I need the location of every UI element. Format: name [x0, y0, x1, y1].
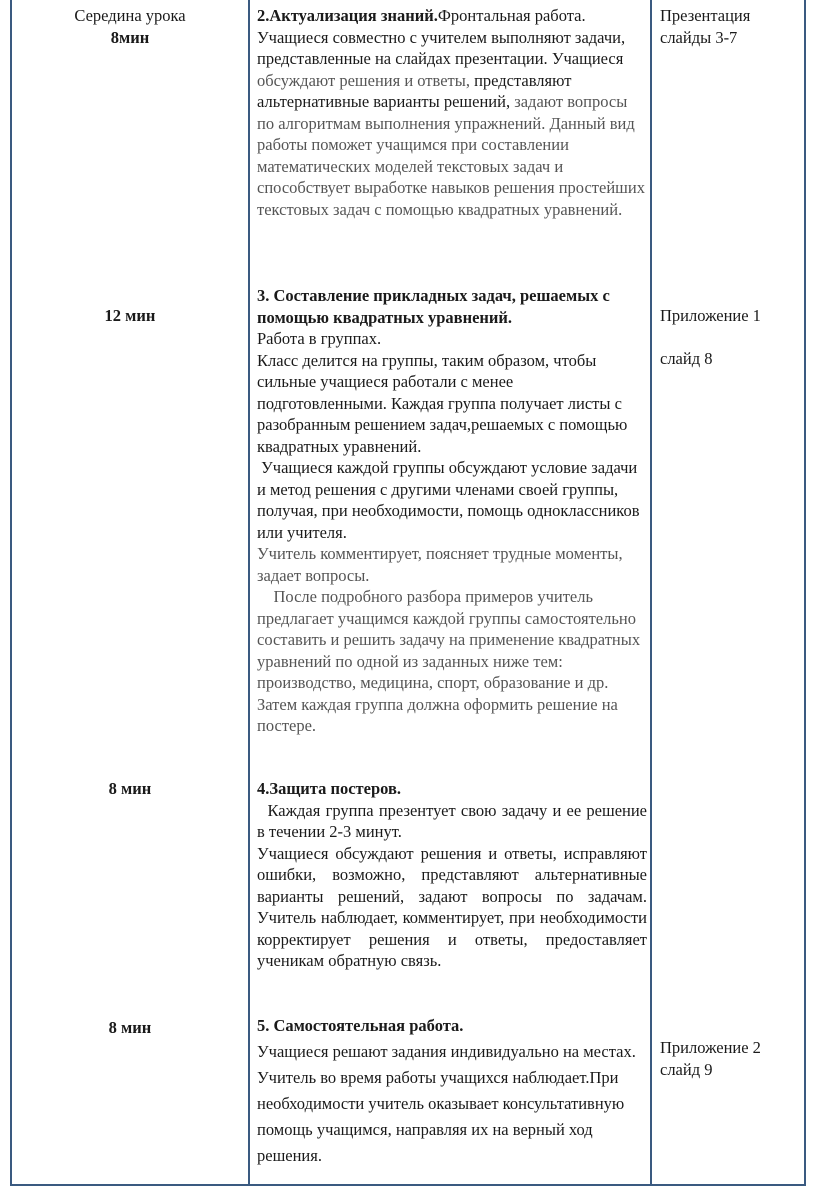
- section-5-p1: Учащиеся решают задания индивидуально на местах. Учитель во время работы учащихся наблюдает.При необходимости учитель оказывает консультативную помощь учащимся, направляя их на верный ход решения.: [257, 1041, 636, 1165]
- section-2-p2c: представляют альтернативные варианты решений,: [257, 70, 572, 111]
- section-2-title: 2.Актуализация знаний.: [257, 6, 438, 25]
- section-3-p2: Класс делится на группы, таким образом, чтобы сильные учащиеся работали с менее подготовленными. Каждая группа получает листы с разобранным решением задач,решаемых с помощью квадратных уравнений.: [257, 350, 628, 456]
- section-4-p2: Учащиеся обсуждают решения и ответы, исправляют ошибки, возможно, представляют альтернативные варианты решений, задают вопросы по задачам. Учитель наблюдает, комментирует, при необходимости корректирует решения и ответы, предоставляет ученикам обратную связь.: [257, 843, 647, 970]
- stage-name: Середина урока: [74, 6, 186, 25]
- resource-2-title: Приложение 1: [660, 306, 761, 325]
- section-4-title: 4.Защита постеров.: [257, 779, 402, 798]
- time-12min: 12 мин: [104, 306, 156, 325]
- section-3-p5: После подробного разбора примеров учитель предлагает учащимся каждой группы самостоятельно составить и решить задачу на применение квадратных уравнений по одной из заданных ниже тем: производство, медицина, спорт, образование и др. Затем каждая группа должна оформить решение на постере.: [257, 587, 645, 735]
- section-2-p1: Фронтальная работа. Учащиеся совместно с учителем выполняют задачи, представленные на слайдах презентации.: [257, 6, 626, 68]
- resource-appendix-2: [660, 1037, 800, 1080]
- resource-presentation: [660, 5, 800, 48]
- section-3-p4: Учитель комментирует, поясняет трудные моменты, задает вопросы.: [257, 544, 623, 585]
- section-poster-defense: [257, 778, 652, 972]
- section-5-title: 5. Самостоятельная работа.: [257, 1016, 464, 1035]
- resource-2-slide: слайд 8: [660, 348, 713, 368]
- resource-3-title: Приложение 2: [660, 1038, 761, 1057]
- section-3-title: 3. Составление прикладных задач, решаемых с помощью квадратных уравнений.: [257, 286, 610, 327]
- section-3-p3: Учащиеся каждой группы обсуждают условие задачи и метод решения с другими членами своей группы, получая, при необходимости, помощь одноклассников или учителя.: [257, 458, 644, 542]
- stage-label: [12, 5, 248, 48]
- resource-1-title: Презентация: [660, 6, 751, 25]
- time-8min: 8мин: [110, 27, 150, 47]
- section-actualization: [257, 5, 647, 220]
- section-3-p1: Работа в группах.: [257, 329, 382, 348]
- section-2-p2a: Учащиеся: [551, 49, 624, 68]
- resource-appendix-1: [660, 305, 800, 369]
- section-2-intro: [257, 5, 647, 220]
- resource-3-slide: слайд 9: [660, 1059, 713, 1079]
- section-2-p2d: задают вопросы по алгоритмам выполнения упражнений. Данный вид работы поможет учащимся при составлении математических моделей текстовых задач и способствует выработке навыков решения простейших текстовых задач с помощью квадратных уравнений.: [257, 92, 645, 219]
- section-applied-tasks: [257, 285, 647, 737]
- column-divider-2: [650, 0, 652, 1186]
- section-4-p1: Каждая группа презентует свою задачу и ее решение в течении 2-3 минут.: [257, 800, 652, 841]
- column-divider-1: [248, 0, 250, 1186]
- time-8min-2: 8 мин: [108, 779, 152, 798]
- section-independent-work: [257, 1015, 647, 1169]
- resource-1-slides: слайды 3-7: [660, 27, 738, 47]
- time-8min-3: 8 мин: [108, 1018, 152, 1037]
- section-2-p2b: обсуждают решения и ответы,: [257, 70, 475, 90]
